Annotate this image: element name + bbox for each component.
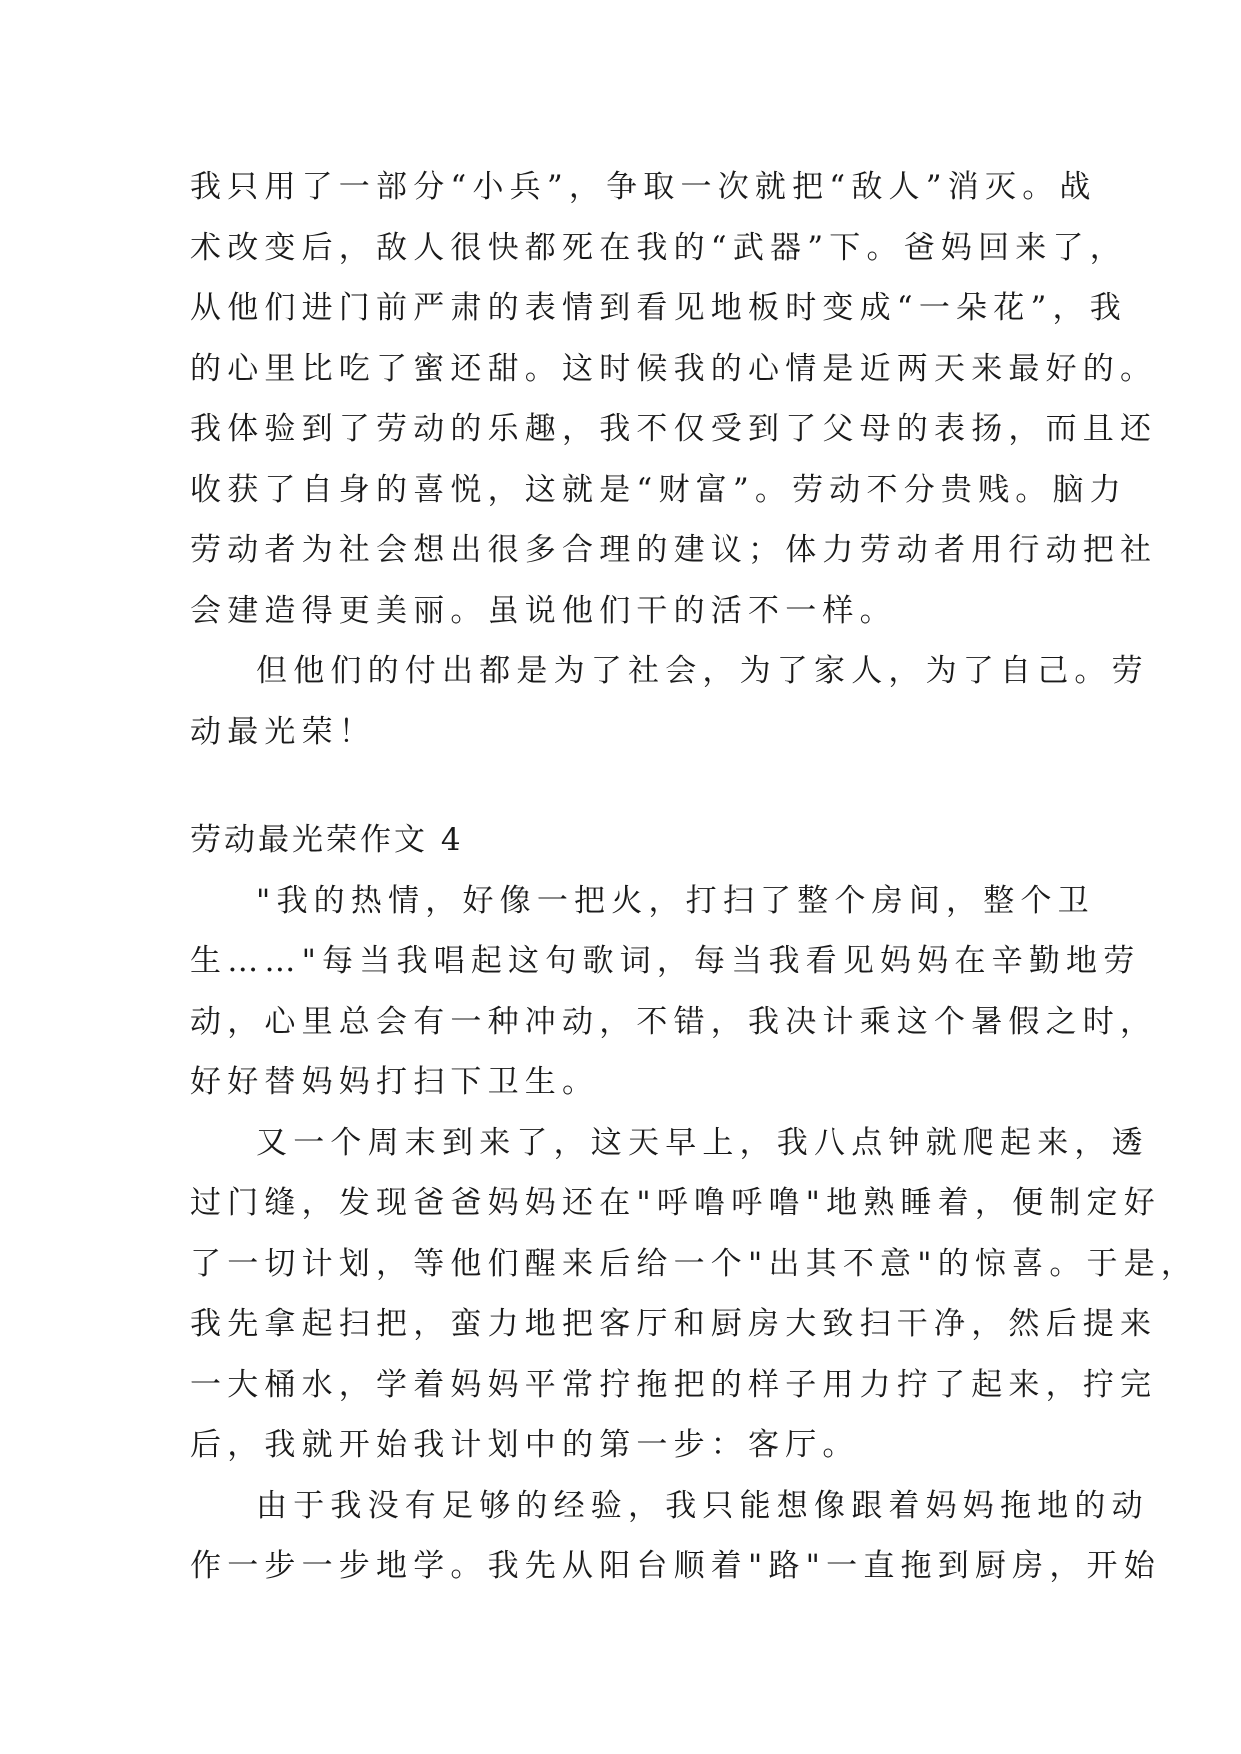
text-line: 由于我没有足够的经验，我只能想像跟着妈妈拖地的动 (256, 1487, 1149, 1524)
text-line: 术改变后，敌人很快都死在我的“武器”下。爸妈回来了， (190, 229, 1127, 266)
text-line: 我只用了一部分“小兵”，争取一次就把“敌人”消灭。战 (190, 169, 1097, 205)
text-line: 从他们进门前严肃的表情到看见地板时变成“一朵花”，我 (190, 290, 1127, 326)
text-line: 动最光荣！ (190, 713, 376, 750)
text-line: 会建造得更美丽。虽说他们干的活不一样。 (190, 592, 897, 629)
text-line: 我先拿起扫把，蛮力地把客厅和厨房大致扫干净，然后提来 (190, 1306, 1158, 1342)
text-line: 好好替妈妈打扫下卫生。 (190, 1064, 600, 1100)
text-line: 劳动者为社会想出很多合理的建议；体力劳动者用行动把社 (190, 532, 1158, 568)
text-line: 动，心里总会有一种冲动，不错，我决计乘这个暑假之时， (190, 1003, 1158, 1040)
text-line: 但他们的付出都是为了社会，为了家人，为了自己。劳 (256, 653, 1149, 689)
text-line: 过门缝，发现爸爸妈妈还在"呼噜呼噜"地熟睡着，便制定好 (190, 1185, 1161, 1221)
text-line: 生……"每当我唱起这句歌词，每当我看见妈妈在辛勤地劳 (190, 943, 1141, 979)
text-line: 我体验到了劳动的乐趣，我不仅受到了父母的表扬，而且还 (190, 411, 1158, 447)
text-line: 后，我就开始我计划中的第一步：客厅。 (190, 1427, 860, 1463)
text-line: 又一个周末到来了，这天早上，我八点钟就爬起来，透 (256, 1124, 1149, 1161)
text-line: 一大桶水，学着妈妈平常拧拖把的样子用力拧了起来，拧完 (190, 1366, 1158, 1403)
text-line: 作一步一步地学。我先从阳台顺着"路"一直拖到厨房，开始 (190, 1548, 1161, 1584)
text-line: 的心里比吃了蜜还甜。这时候我的心情是近两天来最好的。 (190, 350, 1158, 387)
text-line: 了一切计划，等他们醒来后给一个"出其不意"的惊喜。于是， (190, 1245, 1199, 1282)
document-body (190, 157, 1199, 1597)
essay-heading: 劳动最光荣作文 4 (190, 822, 464, 858)
text-line: 收获了自身的喜悦，这就是“财富”。劳动不分贵贱。脑力 (190, 471, 1127, 508)
text-line: "我的热情，好像一把火，打扫了整个房间，整个卫 (256, 882, 1095, 919)
